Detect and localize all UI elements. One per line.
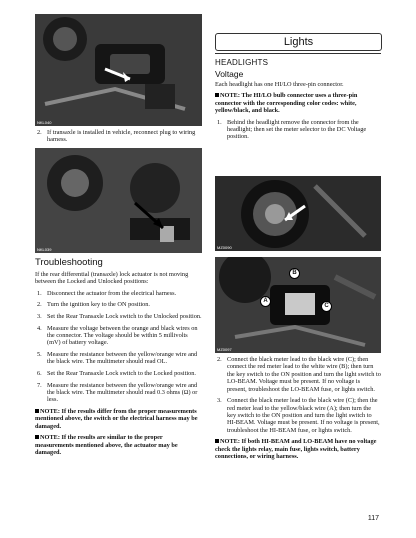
note-bullet-icon [35,435,39,439]
trouble-step-text: Measure the resistance between the yellow/orange wire and the black wire. The multimeter should read 0.3 ohms (Ω) or less. [47,381,198,404]
note-connector-colors-text: NOTE: The HI/LO bulb connector uses a three-pin connector with the corresponding color codes: white, yellow/black, and black. [215,92,358,115]
left-step-2-text: If transaxle is installed in vehicle, reconnect plug to wiring harness. [47,129,196,144]
section-divider [215,53,381,54]
trouble-step-3 [35,313,202,320]
note-bullet-icon [35,409,39,413]
actuator-photo-2 [35,148,202,253]
trouble-step-4 [35,325,202,347]
connector-photo [215,257,381,353]
note-bullet-icon [215,93,219,97]
note-bullet-icon [215,439,219,443]
trouble-step-num: 3. [37,313,42,320]
trouble-step-num: 1. [37,289,42,297]
trouble-step-text: Disconnect the actuator from the electrical harness. [47,289,177,297]
photo-2-caption: NKL039 [37,247,52,252]
left-step-2 [35,129,202,144]
section-tab-lights: Lights [215,33,382,51]
trouble-step-num: 7. [37,381,42,389]
left-step-2-num: 2. [37,129,42,136]
photo-4-caption: MZ0097 [217,347,232,352]
troubleshooting-intro: If the rear differential (transaxle) lock actuator is not moving between the Locked and Unlocked positions: [35,271,189,286]
headlight-step-1 [215,119,381,141]
trouble-step-text: Set the Rear Transaxle Lock switch to the Unlocked position. [47,313,202,320]
headlight-step-2 [215,356,381,393]
note-no-voltage-text: NOTE: If both HI-BEAM and LO-BEAM have no voltage check the lights relay, main fuse, lights switch, battery connections, or wiring harness. [215,438,377,461]
headlight-step-3 [215,397,381,434]
note-actuator-damaged-text: NOTE: If the results are similar to the proper measurements mentioned above, the actuator may be damaged. [35,434,178,457]
trouble-step-text: Measure the resistance between the yellow/orange wire and the black wire. The multimeter should read OL. [47,351,198,366]
wire-label-c: C [321,301,332,312]
page-number: 117 [367,515,379,522]
trouble-step-7 [35,382,202,404]
trouble-step-text: Turn the ignition key to the ON position. [47,301,150,309]
voltage-heading: Voltage [215,69,244,79]
trouble-step-text: Set the Rear Transaxle Lock switch to the Locked position. [47,370,197,377]
photo-3-caption: MZ0090 [217,245,232,250]
actuator-photo-1 [35,14,202,126]
photo-1-caption: NKL040 [37,120,52,125]
trouble-step-6 [35,370,202,377]
trouble-step-5 [35,351,202,366]
headlight-step-num: 1. [217,118,222,126]
trouble-step-num: 2. [37,301,42,309]
headlight-step-text: Connect the black meter lead to the black wire (C); then connect the red meter lead to the white wire (B); then turn the key switch to the ON position and turn the light switch to LO-BEAM. Voltage must be present. If no voltage is present, troubleshoot the LO-BEAM fuse, or lights switch. [227,356,381,393]
voltage-intro: Each headlight has one HI/LO three-pin connector. [215,81,344,88]
actuator-photo-1-graphic [35,14,202,126]
note-connector-colors [215,92,381,114]
headlight-step-num: 3. [217,397,222,405]
headlights-heading: HEADLIGHTS [215,58,269,67]
note-no-voltage [215,438,381,460]
headlight-photo [215,176,381,251]
trouble-step-num: 6. [37,370,42,377]
trouble-step-num: 5. [37,351,42,358]
trouble-step-1 [35,290,202,297]
troubleshooting-heading: Troubleshooting [35,257,103,268]
note-switch-damaged [35,408,202,430]
trouble-step-num: 4. [37,324,42,332]
note-switch-damaged-text: NOTE: If the results differ from the proper measurements mentioned above, the switch or the electrical harness may be damaged. [35,408,198,430]
note-actuator-damaged [35,434,202,456]
headlight-step-num: 2. [217,356,222,363]
actuator-photo-2-graphic [35,148,202,253]
headlight-step-text: Connect the black meter lead to the black wire (C); then the red meter lead to the yellow/black wire (A); then turn the key switch to the ON position and turn the light switch to HI-BEAM. Voltage must be present. If no voltage is present, troubleshoot the HI-BEAM fuse, or lights switch. [227,397,380,434]
trouble-step-2 [35,301,202,308]
trouble-step-text: Measure the voltage between the orange and black wires on the connector. The voltage should be within 5 millivolts (mV) of battery voltage. [47,324,198,347]
wire-label-b: B [289,268,300,279]
headlight-photo-graphic [215,176,381,251]
wire-label-a: A [260,296,271,307]
headlight-step-text: Behind the headlight remove the connector from the headlight; then set the meter selector to the DC Voltage position. [227,118,367,141]
